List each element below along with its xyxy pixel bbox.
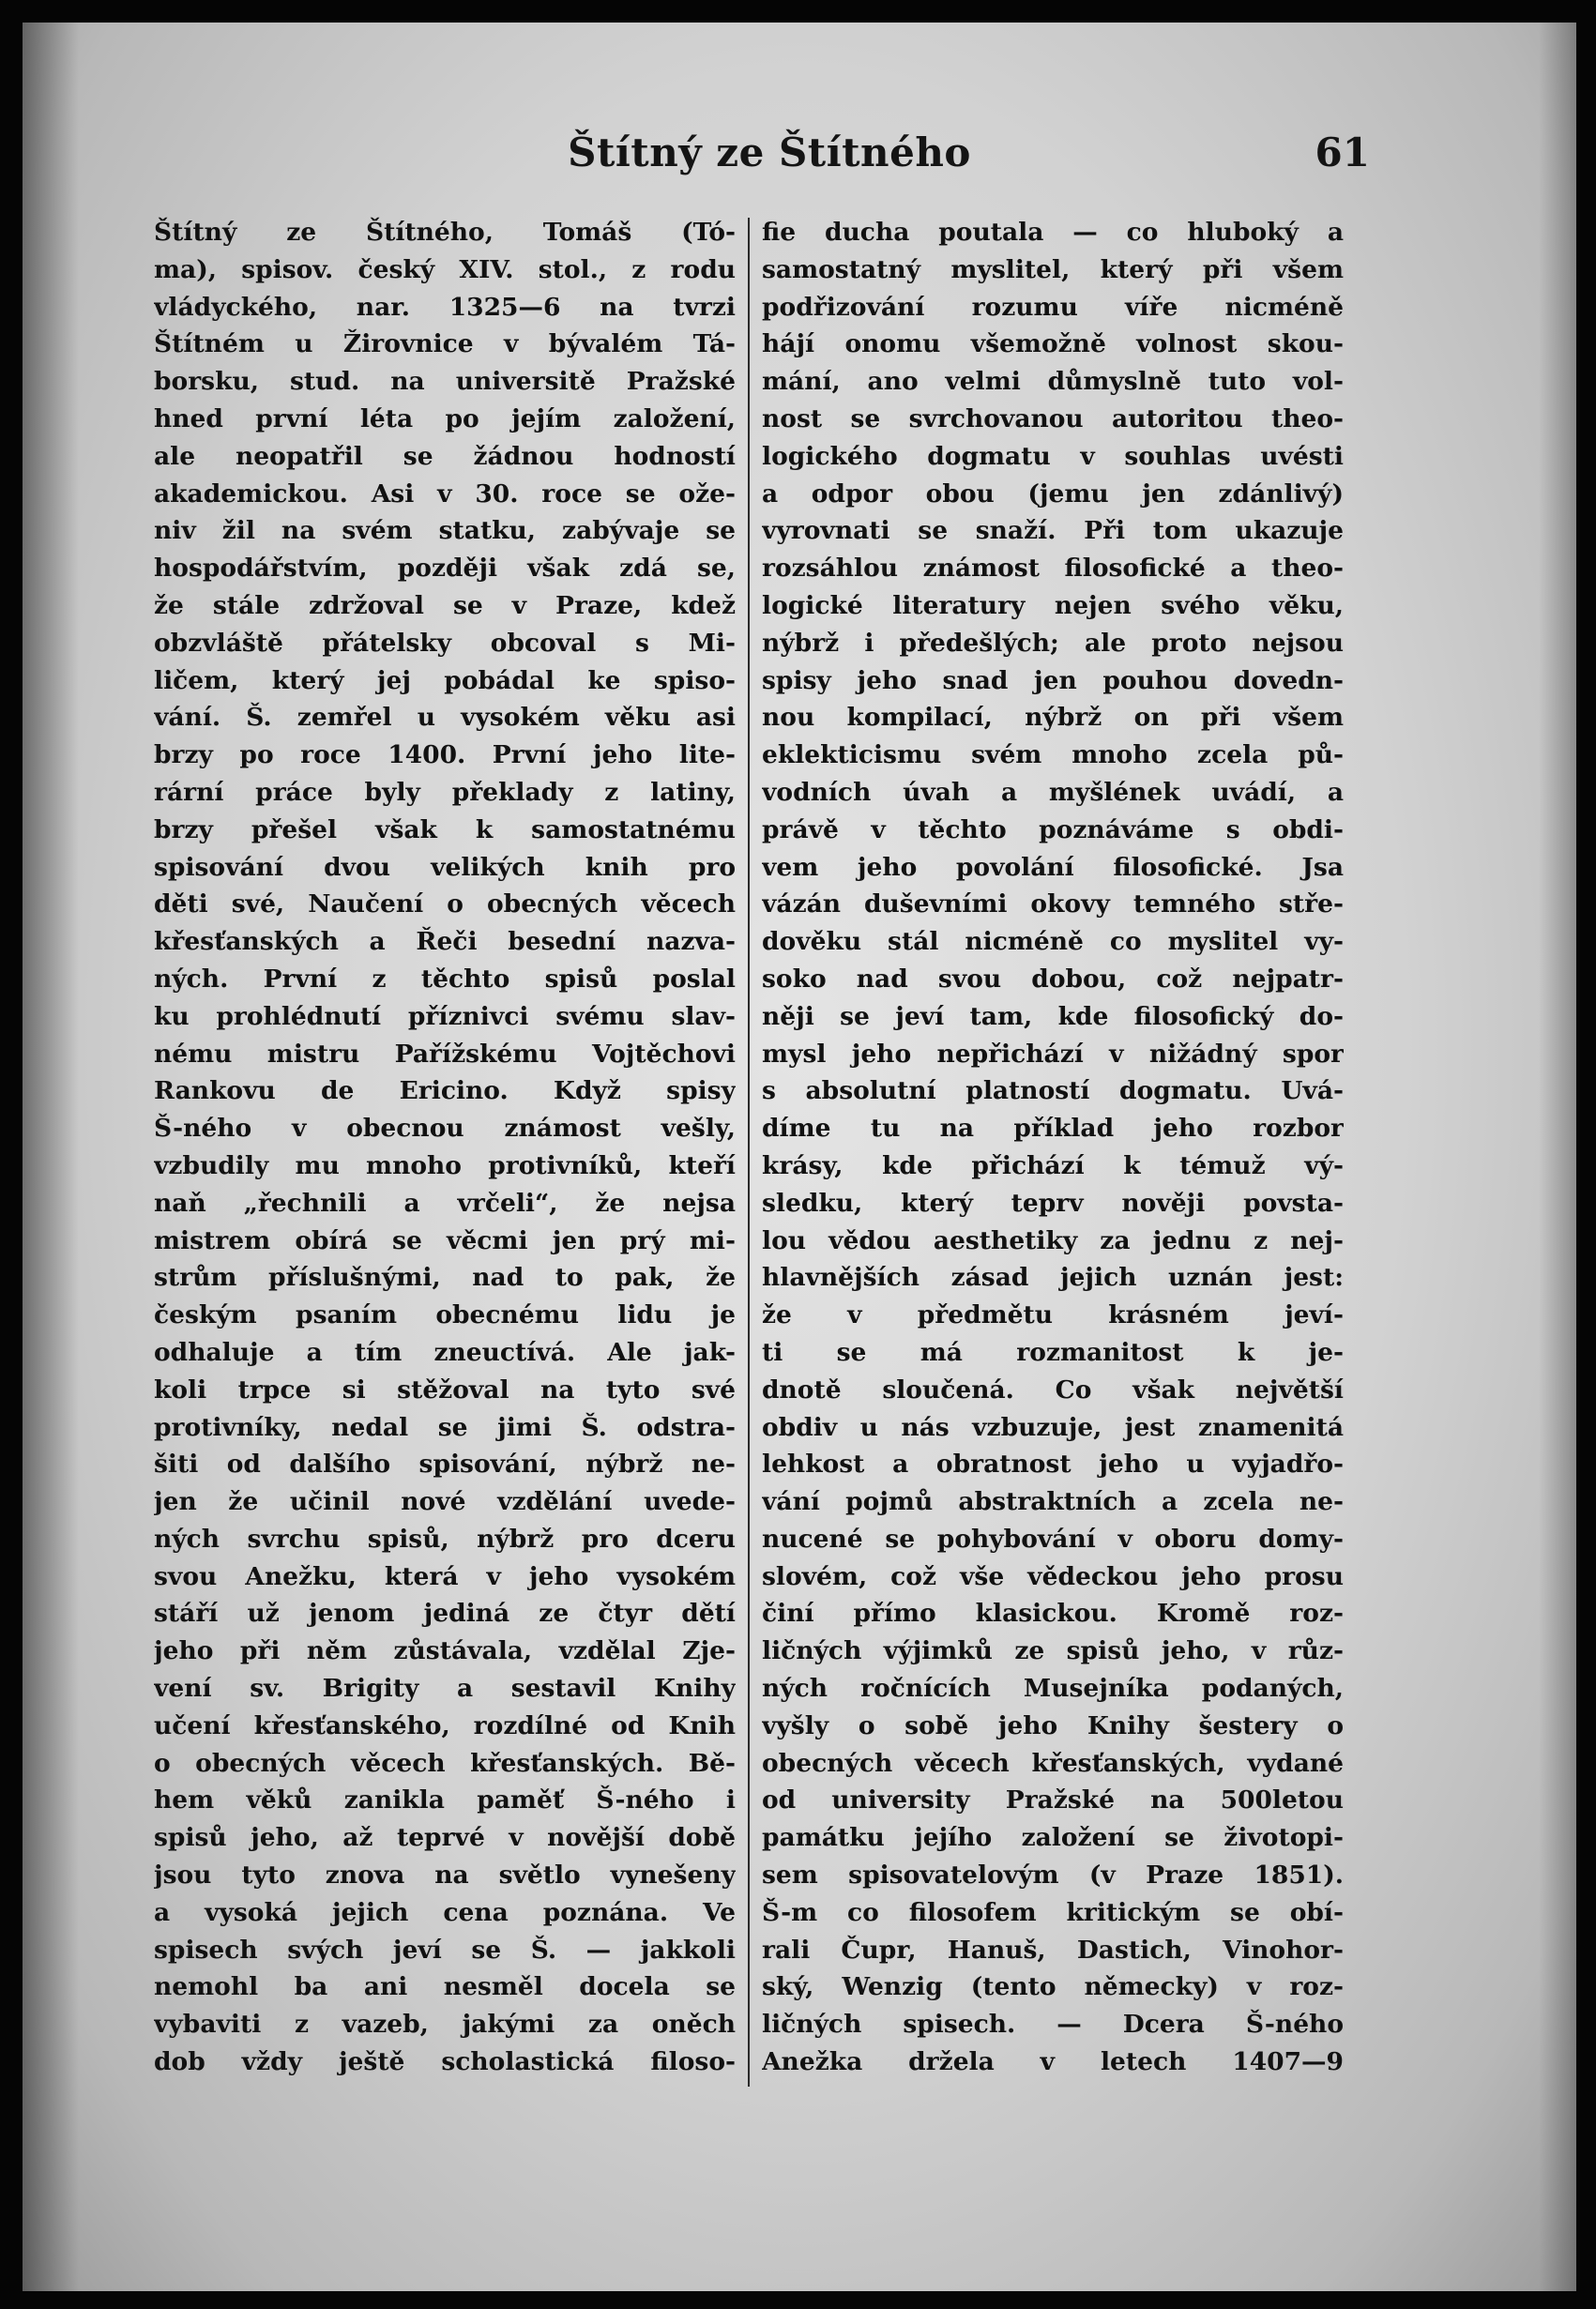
text-line: děti své, Naučení o obecných věcech: [154, 889, 736, 919]
text-line: brzy po roce 1400. První jeho lite-: [154, 740, 736, 770]
text-line: Š-ného v obecnou známost vešly,: [154, 1114, 736, 1144]
text-line: naň „řechnili a vrčeli“, že nejsa: [154, 1188, 736, 1218]
text-line: vládyckého, nar. 1325—6 na tvrzi: [154, 292, 736, 322]
text-line: mysl jeho nepřichází v nižádný spor: [762, 1039, 1344, 1069]
text-line: obzvláště přátelsky obcoval s Mi-: [154, 628, 736, 658]
text-line: niv žil na svém statku, zabývaje se: [154, 516, 736, 546]
text-line: hospodářstvím, později však zdá se,: [154, 554, 736, 584]
text-line: brzy přešel však k samostatnému: [154, 814, 736, 844]
text-line: obecných věcech křesťanských, vydané: [762, 1748, 1344, 1778]
page-shadow-right: [1539, 23, 1576, 2291]
text-line: něji se jeví tam, kde filosofický do-: [762, 1001, 1344, 1031]
text-line: koli trpce si stěžoval na tyto své: [154, 1375, 736, 1405]
text-line: činí přímo klasickou. Kromě roz-: [762, 1599, 1344, 1629]
text-line: jen že učinil nové vzdělání uvede-: [154, 1487, 736, 1517]
text-line: vání pojmů abstraktních a zcela ne-: [762, 1487, 1344, 1517]
text-line: o obecných věcech křesťanských. Bě-: [154, 1748, 736, 1778]
text-line: Štítném u Žirovnice v bývalém Tá-: [154, 329, 736, 359]
right-column: [762, 214, 1344, 2081]
text-line: ský, Wenzig (tento německy) v roz-: [762, 1972, 1344, 2002]
text-line: borsku, stud. na universitě Pražské: [154, 367, 736, 397]
text-line: nost se svrchovanou autoritou theo-: [762, 403, 1344, 433]
text-line: rali Čupr, Hanuš, Dastich, Vinohor-: [762, 1935, 1344, 1965]
text-line: akademickou. Asi v 30. roce se ože-: [154, 479, 736, 509]
text-line: učení křesťanského, rozdílné od Knih: [154, 1710, 736, 1740]
text-line: vázán duševními okovy temného stře-: [762, 889, 1344, 919]
text-line: strům příslušnými, nad to pak, že: [154, 1263, 736, 1293]
text-line: ličem, který jej pobádal ke spiso-: [154, 665, 736, 695]
text-line: mistrem obírá se věcmi jen prý mi-: [154, 1225, 736, 1255]
text-line: spisy jeho snad jen pouhou dovedn-: [762, 665, 1344, 695]
page-number: 61: [1315, 129, 1370, 175]
text-line: obdiv u nás vzbuzuje, jest znamenitá: [762, 1412, 1344, 1442]
text-line: vení sv. Brigity a sestavil Knihy: [154, 1674, 736, 1704]
text-line: vodních úvah a myšlének uvádí, a: [762, 777, 1344, 807]
text-line: hájí onomu všemožně volnost skou-: [762, 329, 1344, 359]
text-line: hned první léta po jejím založení,: [154, 403, 736, 433]
text-line: sem spisovatelovým (v Praze 1851).: [762, 1861, 1344, 1891]
text-line: nému mistru Pařížskému Vojtěchovi: [154, 1039, 736, 1069]
text-line: spisech svých jeví se Š. — jakkoli: [154, 1935, 736, 1965]
text-line: hem věků zanikla paměť Š-ného i: [154, 1785, 736, 1815]
text-line: dověku stál nicméně co myslitel vy-: [762, 927, 1344, 957]
running-title: Štítný ze Štítného: [568, 129, 971, 175]
text-line: vání. Š. zemřel u vysokém věku asi: [154, 703, 736, 733]
text-line: křesťanských a Řeči besední nazva-: [154, 927, 736, 957]
text-line: podřizování rozumu víře nicméně: [762, 292, 1344, 322]
text-line: vyšly o sobě jeho Knihy šestery o: [762, 1710, 1344, 1740]
text-line: s absolutní platností dogmatu. Uvá-: [762, 1076, 1344, 1106]
text-line: právě v těchto poznáváme s obdi-: [762, 814, 1344, 844]
text-line: stáří už jenom jediná ze čtyr dětí: [154, 1599, 736, 1629]
text-line: protivníky, nedal se jimi Š. odstra-: [154, 1412, 736, 1442]
text-line: že v předmětu krásném jeví-: [762, 1300, 1344, 1330]
text-line: památku jejího založení se životopi-: [762, 1823, 1344, 1853]
text-line: vzbudily mu mnoho protivníků, kteří: [154, 1150, 736, 1180]
text-line: mání, ano velmi důmyslně tuto vol-: [762, 367, 1344, 397]
text-line: vem jeho povolání filosofické. Jsa: [762, 852, 1344, 882]
text-line: spisů jeho, až teprvé v novější době: [154, 1823, 736, 1853]
text-line: Anežka držela v letech 1407—9: [762, 2047, 1344, 2077]
text-line: Š-m co filosofem kritickým se obí-: [762, 1897, 1344, 1927]
text-line: rozsáhlou známost filosofické a theo-: [762, 554, 1344, 584]
text-line: nýbrž i předešlých; ale proto nejsou: [762, 628, 1344, 658]
text-line: soko nad svou dobou, což nejpatr-: [762, 964, 1344, 994]
text-line: slovém, což vše vědeckou jeho prosu: [762, 1561, 1344, 1591]
text-line: dnotě sloučená. Co však největší: [762, 1375, 1344, 1405]
text-line: sledku, který teprv nověji povsta-: [762, 1188, 1344, 1218]
text-line: jeho při něm zůstávala, vzdělal Zje-: [154, 1636, 736, 1666]
text-line: nucené se pohybování v oboru domy-: [762, 1524, 1344, 1554]
text-line: ma), spisov. český XIV. stol., z rodu: [154, 254, 736, 284]
text-line: že stále zdržoval se v Praze, kdež: [154, 590, 736, 620]
text-line: ných ročnících Musejníka podaných,: [762, 1674, 1344, 1704]
text-line: svou Anežku, která v jeho vysokém: [154, 1561, 736, 1591]
text-line: a odpor obou (jemu jen zdánlivý): [762, 479, 1344, 509]
text-line: nemohl ba ani nesměl docela se: [154, 1972, 736, 2002]
text-line: ných svrchu spisů, nýbrž pro dceru: [154, 1524, 736, 1554]
text-line: logické literatury nejen svého věku,: [762, 590, 1344, 620]
text-line: spisování dvou velikých knih pro: [154, 852, 736, 882]
text-line: ličných výjimků ze spisů jeho, v růz-: [762, 1636, 1344, 1666]
text-line: eklekticismu svém mnoho zcela pů-: [762, 740, 1344, 770]
text-line: krásy, kde přichází k témuž vý-: [762, 1150, 1344, 1180]
text-line: dob vždy ještě scholastická filoso-: [154, 2047, 736, 2077]
text-line: od university Pražské na 500letou: [762, 1785, 1344, 1815]
text-line: lehkost a obratnost jeho u vyjadřo-: [762, 1450, 1344, 1480]
text-line: ných. První z těchto spisů poslal: [154, 964, 736, 994]
text-line: logického dogmatu v souhlas uvésti: [762, 441, 1344, 471]
text-line: odhaluje a tím zneuctívá. Ale jak-: [154, 1337, 736, 1367]
text-line: vybaviti z vazeb, jakými za oněch: [154, 2010, 736, 2040]
text-line: samostatný myslitel, který při všem: [762, 254, 1344, 284]
left-column: [154, 214, 736, 2081]
text-line: nou kompilací, nýbrž on při všem: [762, 703, 1344, 733]
text-line: jsou tyto znova na světlo vynešeny: [154, 1861, 736, 1891]
text-line: rární práce byly překlady z latiny,: [154, 777, 736, 807]
text-line: vyrovnati se snaží. Při tom ukazuje: [762, 516, 1344, 546]
text-line: Rankovu de Ericino. Když spisy: [154, 1076, 736, 1106]
text-line: českým psaním obecnému lidu je: [154, 1300, 736, 1330]
text-line: ti se má rozmanitost k je-: [762, 1337, 1344, 1367]
text-line: Štítný ze Štítného, Tomáš (Tó-: [154, 218, 736, 247]
text-line: ličných spisech. — Dcera Š-ného: [762, 2010, 1344, 2040]
page-shadow-left: [23, 23, 79, 2291]
text-line: ku prohlédnutí příznivci svému slav-: [154, 1001, 736, 1031]
text-line: díme tu na příklad jeho rozbor: [762, 1114, 1344, 1144]
text-line: lou vědou aesthetiky za jednu z nej-: [762, 1225, 1344, 1255]
text-line: šiti od dalšího spisování, nýbrž ne-: [154, 1450, 736, 1480]
column-divider: [748, 218, 750, 2087]
text-line: fie ducha poutala — co hluboký a: [762, 218, 1344, 247]
text-line: ale neopatřil se žádnou hodností: [154, 441, 736, 471]
text-line: a vysoká jejich cena poznána. Ve: [154, 1897, 736, 1927]
text-line: hlavnějších zásad jejich uznán jest:: [762, 1263, 1344, 1293]
